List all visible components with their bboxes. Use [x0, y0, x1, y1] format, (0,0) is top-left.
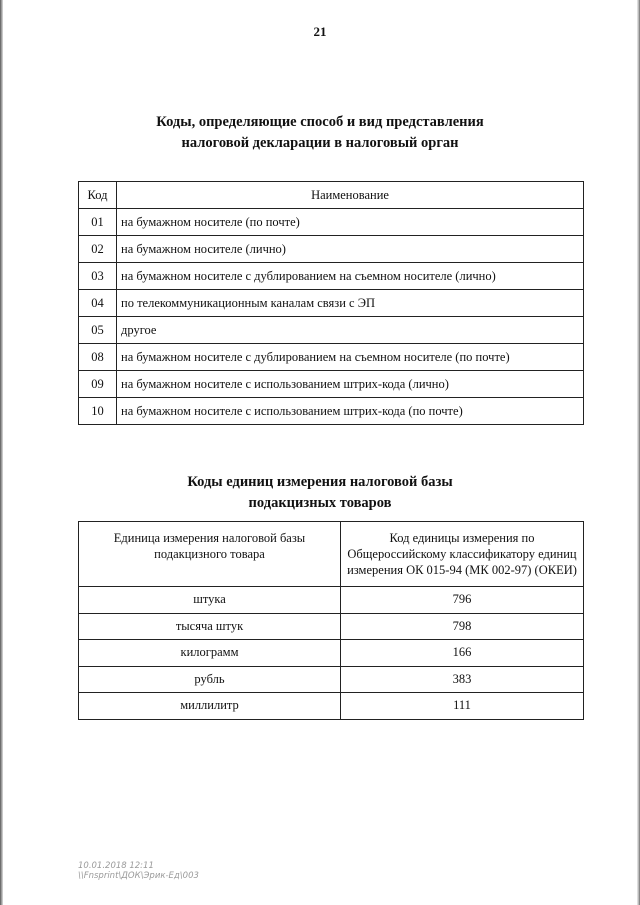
header-unit-line: Единица измерения налоговой базы: [113, 531, 306, 545]
section-title-submission-codes: [0, 112, 640, 154]
table-row: [79, 693, 584, 720]
table-header-row: [79, 522, 584, 587]
okei-code-cell: 383: [341, 666, 584, 693]
code-cell: 03: [79, 263, 117, 290]
okei-code-cell: 798: [341, 613, 584, 640]
name-cell: на бумажном носителе с дублированием на съемном носителе (лично): [117, 263, 584, 290]
header-name: Наименование: [117, 182, 584, 209]
okei-code-cell: 796: [341, 587, 584, 614]
section-title-unit-codes: [0, 472, 640, 514]
page-number: 21: [313, 24, 327, 39]
name-cell: на бумажном носителе с использованием штрих-кода (по почте): [117, 398, 584, 425]
table-row: [79, 666, 584, 693]
footer-file-path: \\Fnsprint\ДОК\Эрик-Ед\003: [78, 871, 199, 881]
okei-code-cell: 166: [341, 640, 584, 667]
header-code: Код: [79, 182, 117, 209]
code-cell: 10: [79, 398, 117, 425]
table-row: [79, 640, 584, 667]
unit-codes-table: [78, 521, 584, 720]
header-okei-line: измерения ОК 015-94 (МК 002-97) (ОКЕИ): [347, 563, 577, 577]
code-cell: 04: [79, 290, 117, 317]
name-cell: на бумажном носителе (лично): [117, 236, 584, 263]
code-cell: 01: [79, 209, 117, 236]
section-title-line: Коды единиц измерения налоговой базы: [187, 474, 453, 490]
section-title-line: налоговой декларации в налоговый орган: [181, 135, 459, 151]
footer-timestamp: 10.01.2018 12:11: [78, 861, 154, 871]
header-unit-line: подакцизного товара: [154, 547, 265, 561]
table-header-row: [79, 182, 584, 209]
section-title-line: подакцизных товаров: [248, 495, 392, 511]
print-footer: [78, 861, 199, 881]
unit-cell: килограмм: [79, 640, 341, 667]
submission-codes-table: [78, 181, 584, 425]
code-cell: 05: [79, 317, 117, 344]
name-cell: по телекоммуникационным каналам связи с ЭП: [117, 290, 584, 317]
table-row: [79, 209, 584, 236]
section-title-line: Коды, определяющие способ и вид представления: [156, 114, 484, 130]
name-cell: на бумажном носителе (по почте): [117, 209, 584, 236]
table-row: [79, 236, 584, 263]
table-row: [79, 587, 584, 614]
table-row: [79, 317, 584, 344]
table-row: [79, 371, 584, 398]
table-row: [79, 290, 584, 317]
table-row: [79, 613, 584, 640]
okei-code-cell: 111: [341, 693, 584, 720]
table-row: [79, 398, 584, 425]
header-unit: [79, 522, 341, 587]
unit-cell: рубль: [79, 666, 341, 693]
code-cell: 09: [79, 371, 117, 398]
unit-cell: штука: [79, 587, 341, 614]
name-cell: другое: [117, 317, 584, 344]
unit-cell: тысяча штук: [79, 613, 341, 640]
table-row: [79, 263, 584, 290]
header-okei-code: [341, 522, 584, 587]
table-row: [79, 344, 584, 371]
name-cell: на бумажном носителе с дублированием на съемном носителе (по почте): [117, 344, 584, 371]
header-okei-line: Общероссийскому классификатору единиц: [347, 547, 577, 561]
header-okei-line: Код единицы измерения по: [389, 531, 535, 545]
name-cell: на бумажном носителе с использованием штрих-кода (лично): [117, 371, 584, 398]
code-cell: 02: [79, 236, 117, 263]
code-cell: 08: [79, 344, 117, 371]
unit-cell: миллилитр: [79, 693, 341, 720]
